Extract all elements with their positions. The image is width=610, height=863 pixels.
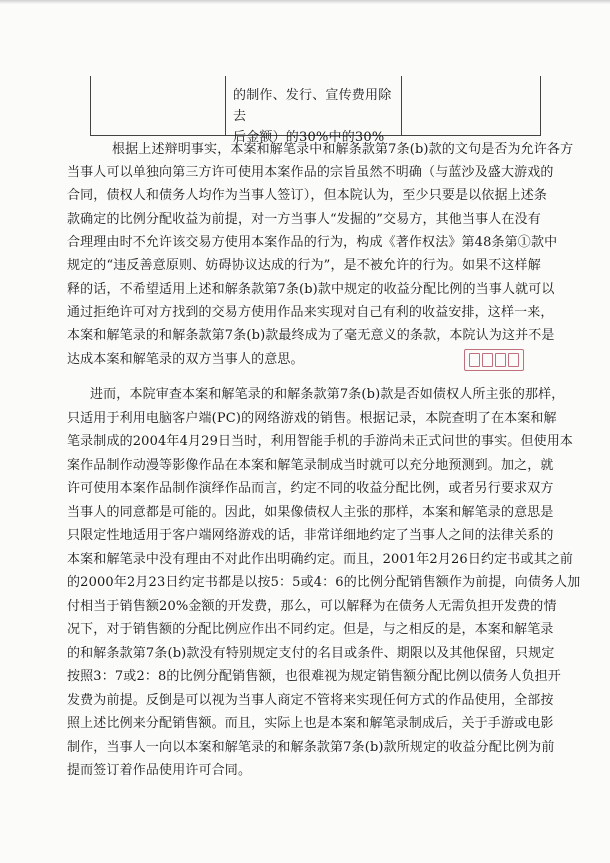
paragraph-line: 制作，当事人一向以本案和解笔录的和解条款第7条(b)款所规定的收益分配比例为前 bbox=[67, 740, 555, 755]
table-cell-line: 的制作、发行、宣传费用除去 bbox=[233, 88, 392, 124]
paragraph-line: 规定的“违反善意原则、妨碍协议达成的行为”，是不被允许的行为。如果不这样解 bbox=[67, 258, 541, 273]
paragraph-line: 款确定的比例分配收益为前提，对一方当事人“发掘的”交易方，其他当事人在没有 bbox=[67, 212, 541, 227]
table-cell bbox=[233, 85, 393, 148]
paragraph-line: 释的话，不希望适用上述和解条款第7条(b)款中规定的收益分配比例的当事人就可以 bbox=[67, 282, 555, 297]
paragraph-line: 况下，对于销售额的分配比例应作出不同约定。但是，与之相反的是，本案和解笔录 bbox=[67, 622, 554, 637]
paragraph-line: 付相当于销售额20%金额的开发费，那么，可以解释为在债务人无需负担开发费的情 bbox=[67, 599, 557, 614]
paragraph-line: 进而，本院审查本案和解笔录的和解条款第7条(b)款是否如债权人所主张的那样， bbox=[90, 387, 565, 402]
paragraph-line: 只限定性地适用于客户端网络游戏的话，非常详细地约定了当事人之间的法律关系的 bbox=[67, 528, 554, 543]
paragraph-line: 提而签订着作品使用许可合同。 bbox=[67, 763, 252, 778]
paragraph-line: 本案和解笔录的和解条款第7条(b)款最终成为了毫无意义的条款，本院认为这并不是 bbox=[67, 328, 555, 343]
paragraph-line: 照上述比例来分配销售额。而且，实际上也是本案和解笔录制成后，关于手游或电影 bbox=[67, 716, 554, 731]
paragraph-line: 发费为前提。反倒是可以视为当事人商定不管将来实现任何方式的作品使用，全部按 bbox=[67, 693, 554, 708]
paragraph-line: 案作品制作动漫等影像作品在本案和解笔录制成当时就可以充分地预测到。加之，就 bbox=[67, 458, 554, 473]
paragraph-line: 的和解条款第7条(b)款没有特别规定支付的名目或条件、期限以及其他保留，只规定 bbox=[67, 646, 555, 661]
table-divider bbox=[401, 76, 402, 135]
paragraph-line: 根据上述辩明事实，本案和解笔录中和解条款第7条(b)款的文句是否为允许各方 bbox=[112, 142, 574, 157]
table-divider bbox=[225, 76, 226, 135]
paragraph-line: 只适用于利用电脑客户端(PC)的网络游戏的销售。根据记录，本院查明了在本案和解 bbox=[67, 411, 557, 426]
paragraph-line: 按照3：7或2：8的比例分配销售额，也很难视为规定销售额分配比例以债务人负担开 bbox=[67, 669, 561, 684]
paragraph-line: 本案和解笔录中没有理由不对此作出明确约定。而且，2001年2月26日约定书或其之前 bbox=[67, 552, 574, 567]
paragraph-line: 笔录制成的2004年4月29日当时，利用智能手机的手游尚未正式问世的事实。但使用本 bbox=[67, 434, 574, 449]
paragraph-line: 的2000年2月23日约定书都是以按5：5或4：6的比例分配销售额作为前提，向债务人加 bbox=[67, 575, 581, 590]
paragraph-line: 通过拒绝许可对方找到的交易方使用作品来实现对自己有利的收益安排，这样一来， bbox=[67, 305, 554, 320]
paragraph-line: 许可使用本案作品制作演绎作品而言，约定不同的收益分配比例，或者另行要求双方 bbox=[67, 481, 554, 496]
table-cell-line: 后金额）的30%中的30% bbox=[233, 130, 385, 145]
paragraph-line: 当事人可以单独向第三方许可使用本案作品的宗旨虽然不明确（与蓝沙及盛大游戏的 bbox=[67, 165, 554, 180]
table-fragment bbox=[90, 76, 541, 145]
page-edge-shadow bbox=[0, 0, 610, 4]
paragraph-line: 合理理由时不允许该交易方使用本案作品的行为，构成《著作权法》第48条第①款中 bbox=[67, 235, 558, 250]
paragraph-line: 达成本案和解笔录的双方当事人的意思。 bbox=[67, 352, 304, 367]
seal-stamp bbox=[464, 349, 524, 371]
paragraph-line: 当事人的同意都是可能的。因此，如果像债权人主张的那样，本案和解笔录的意思是 bbox=[67, 505, 554, 520]
paragraph-line: 合同，债权人和债务人均作为当事人签订），但本院认为，至少只要是以依据上述条 bbox=[67, 188, 548, 203]
